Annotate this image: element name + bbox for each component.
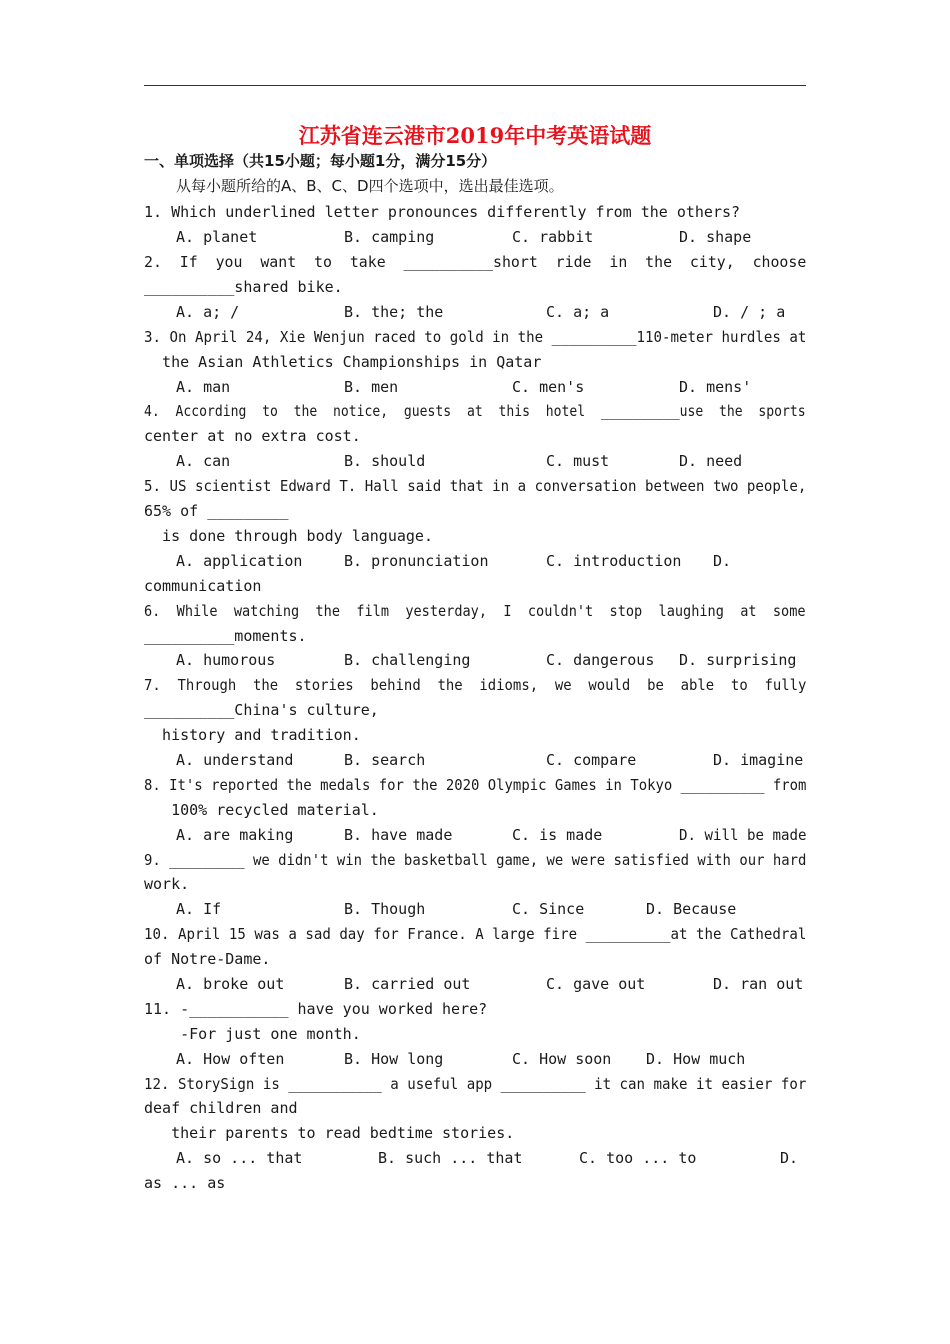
q2-option-b: B. the; the [344, 303, 444, 321]
section-instruction: 从每小题所给的A、B、C、D四个选项中，选出最佳选项。 [176, 177, 564, 195]
question-1-text: 1. Which underlined letter pronounces differently from the others? [144, 203, 741, 221]
q5-option-d: D. [713, 552, 732, 570]
question-10-text: 10. April 15 was a sad day for France. A large fire __________at the Cathedral [144, 925, 807, 943]
section-heading: 一、单项选择（共15小题；每小题1分，满分15分） [144, 152, 497, 170]
q1-option-d: D. shape [679, 228, 752, 246]
question-7-text-cont2: history and tradition. [144, 726, 361, 744]
q8-option-c: C. is made [512, 826, 603, 844]
q5-option-a: A. application [176, 552, 303, 570]
q5-option-c: C. introduction [546, 552, 682, 570]
question-5-text-cont: 65% of _________ [144, 502, 289, 520]
question-4-text-cont: center at no extra cost. [144, 427, 361, 445]
q10-option-c: C. gave out [546, 975, 646, 993]
page-title: 江苏省连云港市2019年中考英语试题 [298, 123, 652, 148]
question-9-text-cont: work. [144, 875, 190, 893]
question-12-text-cont2: their parents to read bedtime stories. [144, 1124, 515, 1142]
question-10-text-cont: of Notre-Dame. [144, 950, 271, 968]
q8-option-d: D. will be made [679, 826, 807, 844]
question-12-text: 12. StorySign is ___________ a useful app __________ it can make it easier for [144, 1075, 807, 1093]
q11-option-b: B. How long [344, 1050, 444, 1068]
question-5-text-cont2: is done through body language. [144, 527, 433, 545]
q9-option-c: C. Since [512, 900, 585, 918]
question-4-text: 4. According to the notice, guests at this hotel __________use the sports [144, 402, 806, 420]
q7-option-c: C. compare [546, 751, 637, 769]
question-11-text: 11. -___________ have you worked here? [144, 1000, 488, 1018]
q4-option-a: A. can [176, 452, 231, 470]
q9-option-d: D. Because [646, 900, 737, 918]
q1-option-b: B. camping [344, 228, 435, 246]
q11-option-d: D. How much [646, 1050, 746, 1068]
question-3-text-cont: the Asian Athletics Championships in Qatar [144, 353, 542, 371]
question-12-text-cont: deaf children and [144, 1099, 298, 1117]
q2-option-d: D. / ; a [713, 303, 786, 321]
q11-option-a: A. How often [176, 1050, 285, 1068]
q4-option-c: C. must [546, 452, 610, 470]
question-3-text: 3. On April 24, Xie Wenjun raced to gold in the __________110-meter hurdles at [144, 328, 807, 346]
q12-option-a: A. so ... that [176, 1149, 303, 1167]
question-9-text: 9. _________ we didn't win the basketball game, we were satisfied with our hard [144, 851, 807, 869]
question-7-text-cont: __________China's culture, [144, 701, 379, 719]
question-8-text-cont: 100% recycled material. [144, 801, 379, 819]
q9-option-b: B. Though [344, 900, 426, 918]
q4-option-d: D. need [679, 452, 743, 470]
q3-option-d: D. mens' [679, 378, 752, 396]
q2-option-c: C. a; a [546, 303, 610, 321]
q10-option-d: D. ran out [713, 975, 804, 993]
q8-option-b: B. have made [344, 826, 453, 844]
q8-option-a: A. are making [176, 826, 294, 844]
q6-option-b: B. challenging [344, 651, 471, 669]
question-11-text-cont: -For just one month. [144, 1025, 361, 1043]
question-8-text: 8. It's reported the medals for the 2020 Olympic Games in Tokyo __________ from [144, 776, 807, 794]
q6-option-d: D. surprising [679, 651, 797, 669]
question-7-text: 7. Through the stories behind the idioms, we would be able to fully [144, 676, 807, 694]
q9-option-a: A. If [176, 900, 222, 918]
q10-option-b: B. carried out [344, 975, 471, 993]
q11-option-c: C. How soon [512, 1050, 612, 1068]
header-rule [144, 85, 806, 86]
q4-option-b: B. should [344, 452, 426, 470]
question-2-text-cont: __________shared bike. [144, 278, 343, 296]
question-6-text: 6. While watching the film yesterday, I couldn't stop laughing at some [144, 602, 806, 620]
q12-option-d: D. [780, 1149, 799, 1167]
q2-option-a: A. a; / [176, 303, 240, 321]
q7-option-b: B. search [344, 751, 426, 769]
q10-option-a: A. broke out [176, 975, 285, 993]
q12-option-b: B. such ... that [378, 1149, 523, 1167]
q6-option-c: C. dangerous [546, 651, 655, 669]
q5-option-b: B. pronunciation [344, 552, 489, 570]
q1-option-a: A. planet [176, 228, 258, 246]
q7-option-a: A. understand [176, 751, 294, 769]
q3-option-a: A. man [176, 378, 231, 396]
q6-option-a: A. humorous [176, 651, 276, 669]
question-2-text: 2. If you want to take __________short ride in the city, choose [144, 253, 807, 271]
q7-option-d: D. imagine [713, 751, 804, 769]
q5-option-d-text: communication [144, 577, 262, 595]
q1-option-c: C. rabbit [512, 228, 594, 246]
q3-option-c: C. men's [512, 378, 585, 396]
question-6-text-cont: __________moments. [144, 627, 307, 645]
q12-option-d-text: as ... as [144, 1174, 226, 1192]
question-5-text: 5. US scientist Edward T. Hall said that in a conversation between two people, [144, 477, 807, 495]
q12-option-c: C. too ... to [579, 1149, 697, 1167]
q3-option-b: B. men [344, 378, 399, 396]
